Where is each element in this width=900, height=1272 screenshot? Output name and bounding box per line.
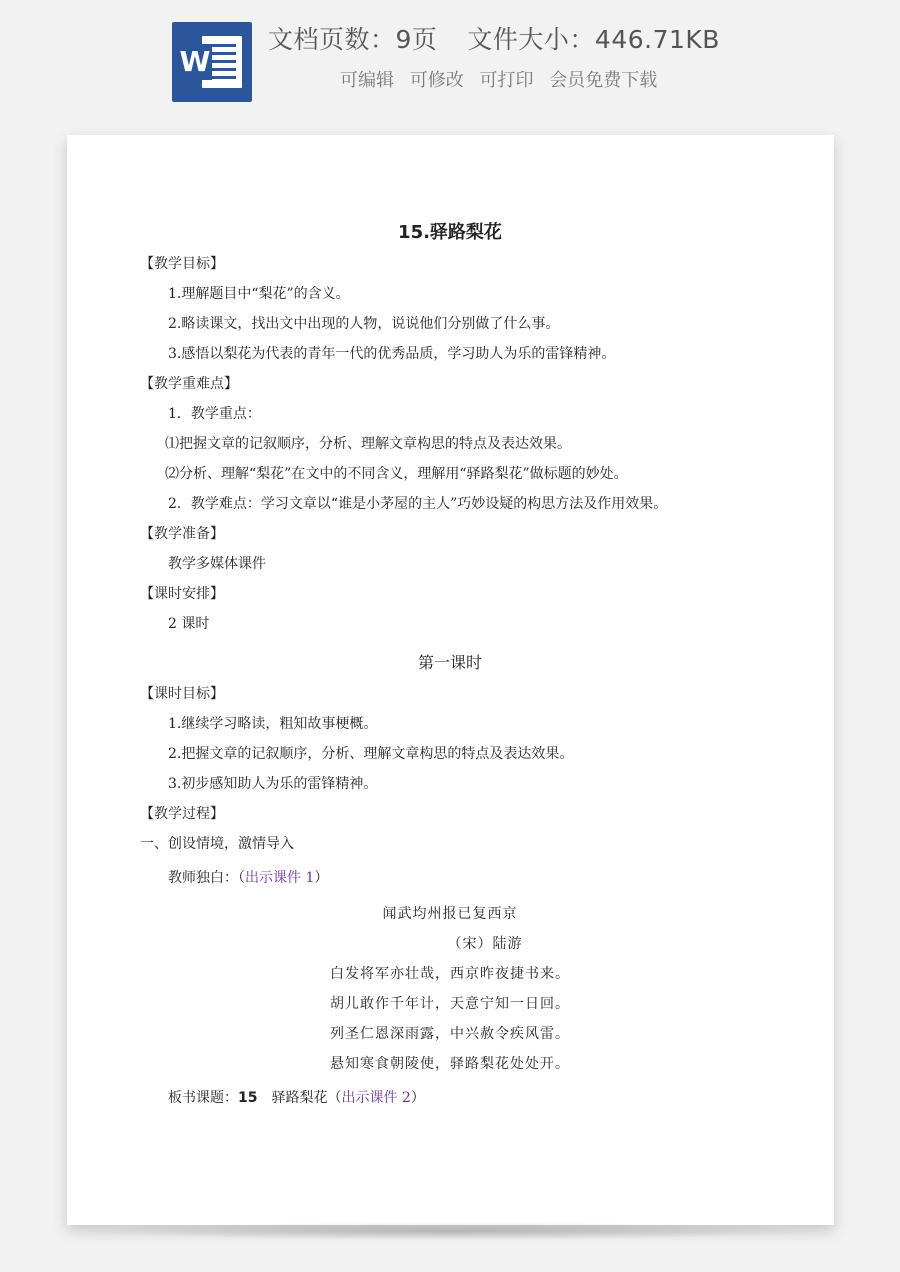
poem-line: 白发将军亦壮哉，西京昨夜捷书来。 <box>330 966 570 982</box>
schedule-heading: 【课时安排】 <box>140 586 224 602</box>
feature-editable: 可编辑 <box>340 70 394 91</box>
poem-line: 悬知寒食朝陵使，驿路梨花处处开。 <box>330 1056 570 1072</box>
poem-line: 列圣仁恩深雨露，中兴赦令疾风雷。 <box>330 1026 570 1042</box>
difficulty-item: 2．教学难点：学习文章以“谁是小茅屋的主人”巧妙设疑的构思方法及作用效果。 <box>168 496 668 512</box>
board-number: 15 <box>238 1090 258 1106</box>
poem-line: 胡儿敢作千年计，天意宁知一日回。 <box>330 996 570 1012</box>
teacher-suffix: ） <box>314 870 329 886</box>
courseware-link-1[interactable]: 出示课件 1 <box>245 870 315 886</box>
goal-item: 3.感悟以梨花为代表的青年一代的优秀品质，学习助人为乐的雷锋精神。 <box>168 346 616 362</box>
lesson-goals-heading: 【课时目标】 <box>140 686 224 702</box>
page-count: 文档页数：9页 <box>268 25 438 54</box>
teacher-monologue <box>168 869 328 887</box>
lesson-goal-item: 1.继续学习略读，粗知故事梗概。 <box>168 716 378 732</box>
teacher-prefix: 教师独白：（ <box>168 870 245 886</box>
courseware-link-2[interactable]: 出示课件 2 <box>341 1090 411 1106</box>
file-size: 文件大小：446.71KB <box>467 25 720 54</box>
lesson-title: 第一课时 <box>417 653 482 672</box>
key-point-label: 1．教学重点： <box>168 406 261 422</box>
word-letter: W <box>179 45 211 78</box>
board-title: 驿路梨花（ <box>271 1090 342 1106</box>
word-doc-icon <box>172 22 252 102</box>
schedule-item: 2 课时 <box>168 616 210 632</box>
poem-title: 闻武均州报已复西京 <box>382 906 518 922</box>
key-point-item: ⑴把握文章的记叙顺序，分析、理解文章构思的特点及表达效果。 <box>165 436 571 452</box>
document-info-banner <box>0 0 900 120</box>
board-suffix: ） <box>410 1090 425 1106</box>
goal-item: 1.理解题目中“梨花”的含义。 <box>168 286 350 302</box>
goals-heading: 【教学目标】 <box>140 256 224 272</box>
step-one: 一、创设情境，激情导入 <box>140 836 294 852</box>
prep-item: 教学多媒体课件 <box>168 556 266 572</box>
prep-heading: 【教学准备】 <box>140 526 224 542</box>
lesson-goal-item: 3.初步感知助人为乐的雷锋精神。 <box>168 776 378 792</box>
board-title-line <box>168 1089 425 1107</box>
page-shadow <box>80 1222 825 1240</box>
lesson-goal-item: 2.把握文章的记叙顺序，分析、理解文章构思的特点及表达效果。 <box>168 746 574 762</box>
feature-list <box>340 66 667 92</box>
document-title: 15.驿路梨花 <box>398 222 502 243</box>
poem-author: （宋）陆游 <box>447 936 523 952</box>
key-heading: 【教学重难点】 <box>140 376 238 392</box>
feature-printable: 可打印 <box>479 70 534 91</box>
goal-item: 2.略读课文，找出文中出现的人物，说说他们分别做了什么事。 <box>168 316 560 332</box>
document-stats <box>268 20 720 56</box>
board-prefix: 板书课题： <box>168 1090 238 1106</box>
feature-modifiable: 可修改 <box>409 70 464 91</box>
feature-member-download: 会员免费下载 <box>549 70 658 91</box>
process-heading: 【教学过程】 <box>140 806 224 822</box>
key-point-item: ⑵分析、理解“梨花”在文中的不同含义，理解用“驿路梨花”做标题的妙处。 <box>165 466 628 482</box>
